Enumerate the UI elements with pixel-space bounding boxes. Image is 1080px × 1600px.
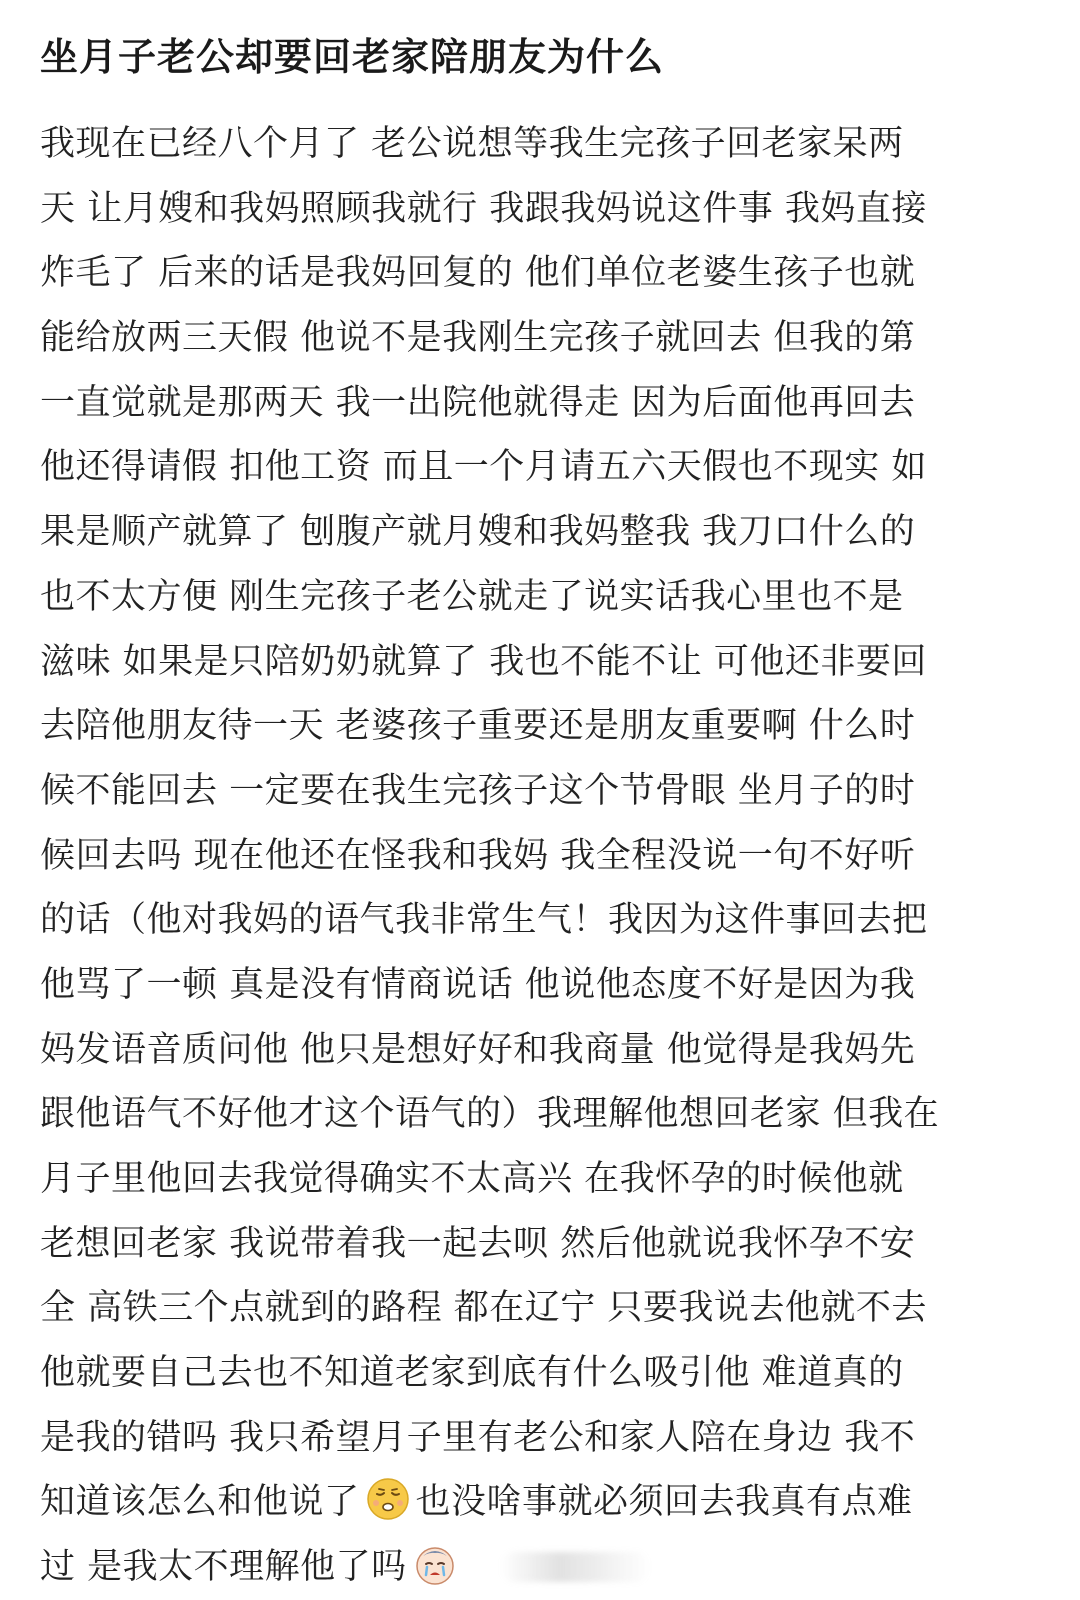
sad-face-icon [366,1477,410,1521]
text-line-12: 候回去吗 现在他还在怪我和我妈 我全程没说一句不好听 [40,835,916,876]
text-line-16: 跟他语气不好他才这个语气的）我理解他想回老家 但我在 [40,1094,940,1135]
text-line-8: 也不太方便 刚生完孩子老公就走了说实话我心里也不是 [40,576,904,617]
text-line-1: 我现在已经八个月了 老公说想等我生完孩子回老家呆两 [40,124,904,164]
text-line-15: 妈发语音质问他 他只是想好好和我商量 他觉得是我妈先 [40,1029,916,1070]
text-line-22 [40,1470,1040,1535]
text-line-13: 的话（他对我妈的语气我非常生气！我因为这件事回去把 [40,900,928,941]
text-line-21: 是我的错吗 我只希望月子里有老公和家人陪在身边 我不 [40,1417,916,1458]
text-line-17: 月子里他回去我觉得确实不太高兴 在我怀孕的时候他就 [40,1159,904,1199]
text-line-6: 他还得请假 扣他工资 而且一个月请五六天假也不现实 如 [40,447,927,488]
text-line-23-text: 过 是我太不理解他了吗 [40,1547,407,1588]
post [40,0,1040,1600]
text-line-19: 全 高铁三个点就到的路程 都在辽宁 只要我说去他就不去 [40,1288,927,1329]
blurred-watermark [500,1552,650,1582]
text-line-10: 去陪他朋友待一天 老婆孩子重要还是朋友重要啊 什么时 [40,706,916,747]
text-line-4: 能给放两三天假 他说不是我刚生完孩子就回去 但我的第 [40,318,916,359]
text-line-7: 果是顺产就算了 刨腹产就月嫂和我妈整我 我刀口什么的 [40,512,916,553]
text-line-2: 天 让月嫂和我妈照顾我就行 我跟我妈说这件事 我妈直接 [40,188,927,229]
text-line-22-start: 知道该怎么和他说了 [40,1482,360,1523]
text-line-9: 滋味 如果是只陪奶奶就算了 我也不能不让 可他还非要回 [40,641,927,682]
text-line-14: 他骂了一顿 真是没有情商说话 他说他态度不好是因为我 [40,964,916,1005]
text-line-5: 一直觉就是那两天 我一出院他就得走 因为后面他再回去 [40,382,916,423]
text-line-20: 他就要自己去也不知道老家到底有什么吸引他 难道真的 [40,1353,904,1394]
crying-face-icon [413,1542,457,1586]
text-line-11: 候不能回去 一定要在我生完孩子这个节骨眼 坐月子的时 [40,770,916,811]
text-line-22-end: 也没啥事就必须回去我真有点难 [415,1482,913,1523]
text-line-3: 炸毛了 后来的话是我妈回复的 他们单位老婆生孩子也就 [40,253,916,294]
post-body [40,112,1040,1600]
text-line-18: 老想回老家 我说带着我一起去呗 然后他就说我怀孕不安 [40,1223,916,1264]
post-title: 坐月子老公却要回老家陪朋友为什么 [40,35,665,79]
